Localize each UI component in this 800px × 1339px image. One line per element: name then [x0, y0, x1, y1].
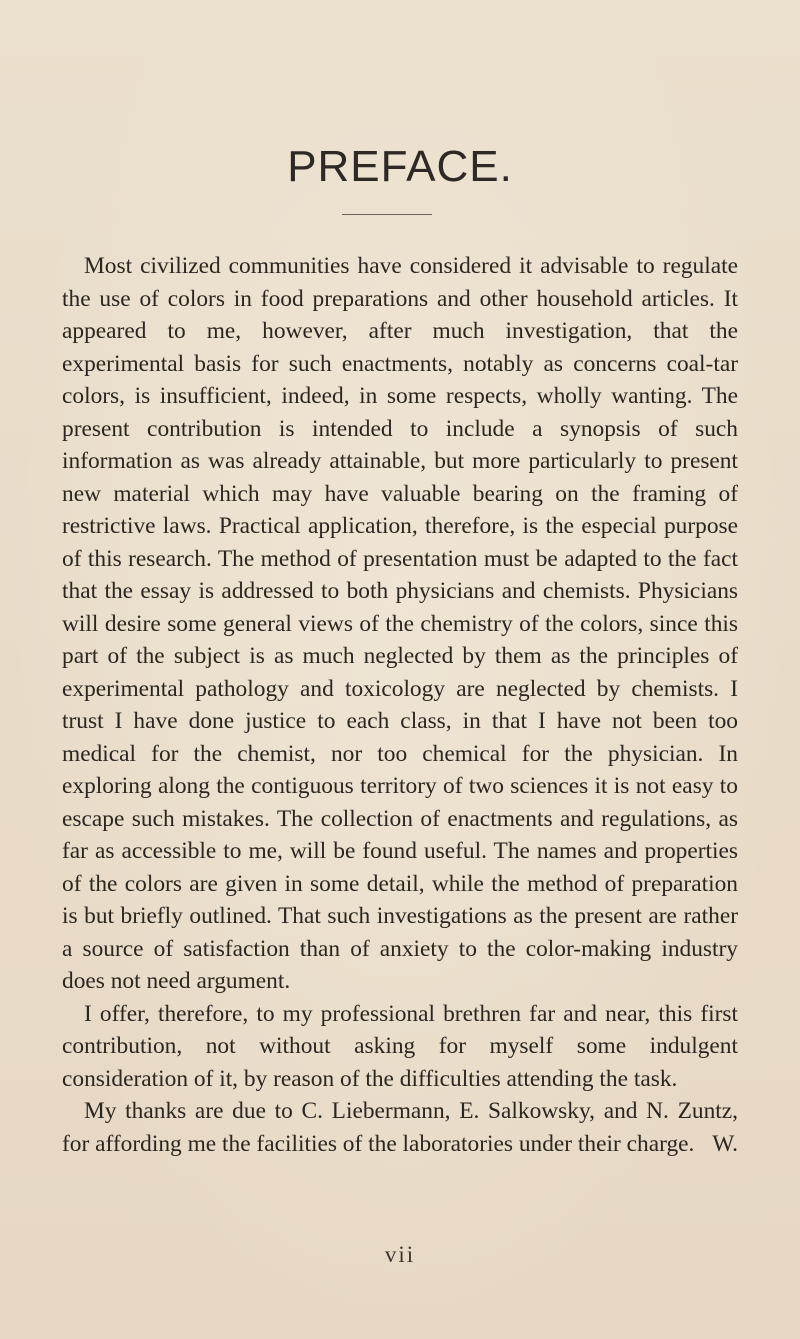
title-rule — [342, 214, 432, 215]
signature: W. — [712, 1130, 738, 1157]
paragraph-3 — [62, 1095, 738, 1160]
preface-body — [62, 250, 738, 1160]
page-title: PREFACE. — [287, 142, 513, 191]
page-number: vii — [384, 1242, 416, 1267]
paragraph-3-text: My thanks are due to C. Liebermann, E. Salkowsky, and N. Zuntz, for affording me the facilities of the laboratories under their charge. — [62, 1098, 738, 1157]
paragraph-1: Most civilized communities have considered it advisable to regulate the use of colors in food preparations and other household articles. It appeared to me, however, after much investigation, that the experimental basis for such enactments, notably as concerns coal-tar colors, is insufficient, indeed, in some respects, wholly wanting. The present contribution is intended to include a synopsis of such information as was already attainable, but more particularly to present new material which may have valuable bearing on the framing of restrictive laws. Practical application, therefore, is the especial purpose of this research. The method of presentation must be adapted to the fact that the essay is addressed to both physicians and chemists. Physicians will desire some general views of the chemistry of the colors, since this part of the subject is as much neglected by them as the principles of experimental pathology and toxicology are neglected by chemists. I trust I have done justice to each class, in that I have not been too medical for the chemist, nor too chemical for the physician. In exploring along the contiguous territory of two sciences it is not easy to escape such mistakes. The collection of enactments and regulations, as far as accessible to me, will be found useful. The names and properties of the colors are given in some detail, while the method of preparation is but briefly outlined. That such investigations as the present are rather a source of satisfaction than of anxiety to the color-making industry does not need argument. — [62, 253, 738, 994]
paragraph-2: I offer, therefore, to my professional brethren far and near, this first contribution, not without asking for myself some indulgent consideration of it, by reason of the difficulties attending the task. — [62, 1000, 738, 1092]
